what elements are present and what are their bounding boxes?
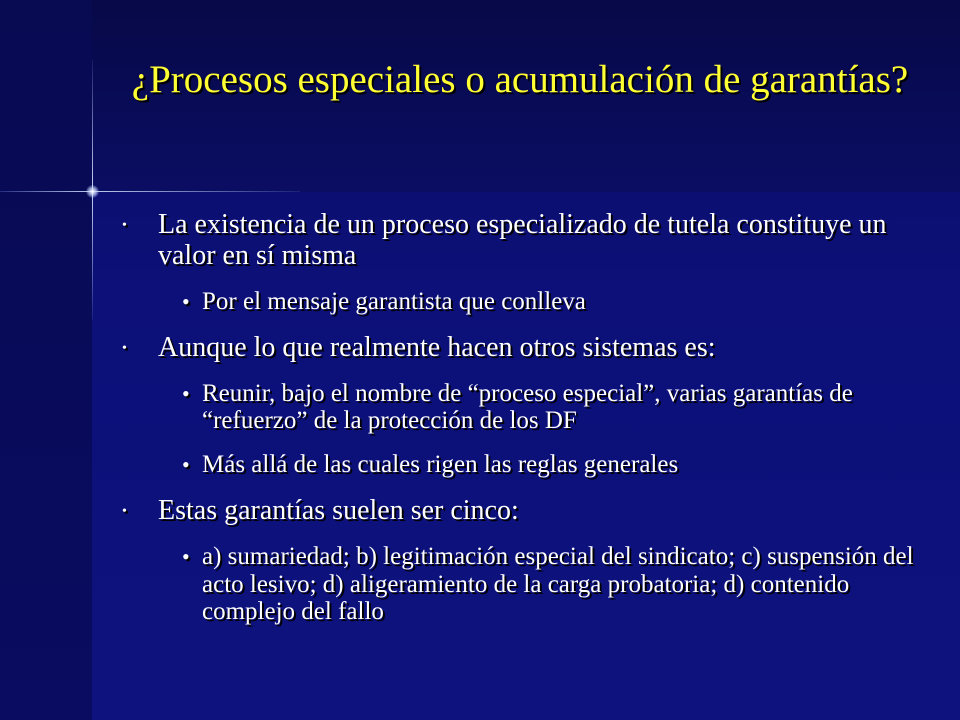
bullet-icon: • — [182, 380, 190, 406]
sub-bullet-item — [112, 451, 932, 479]
bullet-item — [112, 333, 932, 364]
bullet-icon: • — [122, 504, 127, 520]
sub-bullet-item — [112, 543, 932, 626]
bullet-text: Aunque lo que realmente hacen otros sistemas es: — [158, 332, 716, 364]
bullet-item — [112, 210, 932, 272]
sub-bullet-text: a) sumariedad; b) legitimación especial del sindicato; c) suspensión del acto lesivo; d) aligeramiento de la carga probatoria; d) contenido complejo del fallo — [202, 543, 914, 626]
bullet-list — [112, 210, 932, 626]
sub-bullet-text: Reunir, bajo el nombre de “proceso especial”, varias garantías de “refuerzo” de la protección de los DF — [202, 379, 853, 435]
sub-bullet-text: Por el mensaje garantista que conlleva — [202, 287, 586, 315]
sub-bullet-text: Más allá de las cuales rigen las reglas generales — [202, 450, 679, 478]
sparkle-icon — [86, 185, 99, 198]
horizontal-light-line — [0, 191, 300, 192]
bullet-icon: • — [182, 451, 190, 477]
bullet-icon: • — [182, 544, 190, 570]
bullet-item — [112, 496, 932, 527]
bullet-icon: • — [182, 288, 190, 314]
sub-bullet-item — [112, 288, 932, 316]
bullet-text: La existencia de un proceso especializado de tutela constituye un valor en sí misma — [158, 209, 887, 271]
slide-title: ¿Procesos especiales o acumulación de garantías? — [131, 58, 909, 101]
left-band — [0, 0, 92, 720]
bullet-icon: • — [122, 341, 127, 357]
bullet-icon: • — [122, 218, 127, 233]
sub-bullet-item — [112, 380, 932, 435]
bullet-text: Estas garantías suelen ser cinco: — [158, 495, 519, 527]
